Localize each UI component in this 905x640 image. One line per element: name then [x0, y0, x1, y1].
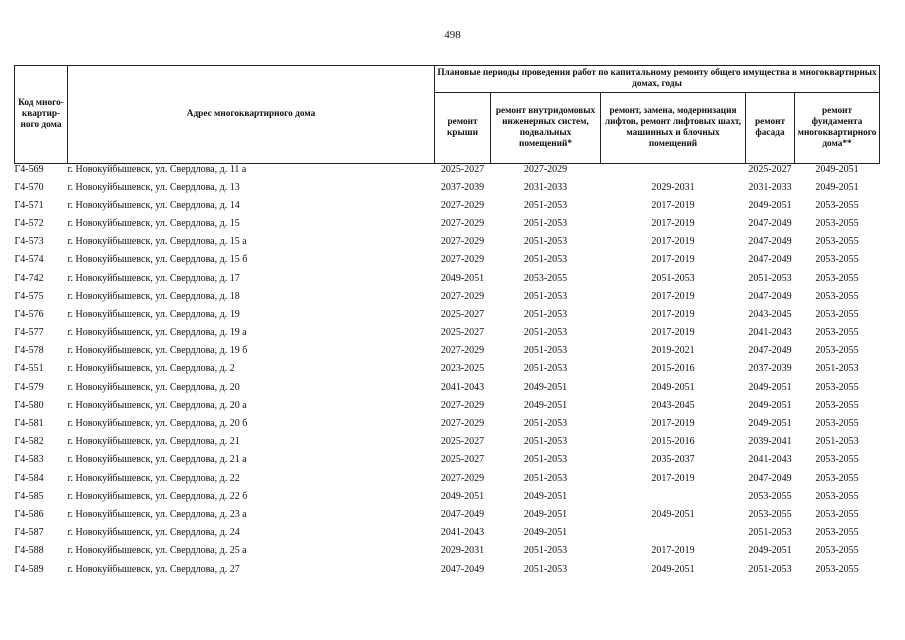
cell-address: г. Новокуйбышевск, ул. Свердлова, д. 22 б — [67, 490, 248, 502]
cell-facade: 2047-2049 — [748, 254, 792, 266]
cell-foundation: 2049-2051 — [815, 164, 859, 175]
cell-address: г. Новокуйбышевск, ул. Свердлова, д. 13 — [67, 181, 240, 193]
table-body — [15, 164, 880, 579]
cell-address: г. Новокуйбышевск, ул. Свердлова, д. 20 а — [67, 399, 247, 411]
cell-facade: 2047-2049 — [748, 472, 792, 484]
header-roof: ремонт крыши — [435, 93, 491, 164]
table-row — [15, 414, 880, 432]
cell-facade: 2049-2051 — [748, 199, 792, 211]
cell-facade: 2051-2053 — [748, 563, 792, 575]
cell-lifts: 2017-2019 — [651, 418, 695, 430]
cell-foundation: 2053-2055 — [815, 545, 859, 557]
cell-code: Г4-580 — [14, 399, 44, 411]
header-address: Адрес многоквартирного дома — [68, 66, 435, 164]
cell-lifts: 2015-2016 — [651, 436, 695, 448]
cell-foundation: 2053-2055 — [815, 199, 859, 211]
cell-systems: 2051-2053 — [523, 327, 568, 339]
cell-systems: 2051-2053 — [523, 345, 568, 357]
header-foundation: ремонт фундамента многоквартирного дома** — [795, 93, 880, 164]
cell-facade: 2047-2049 — [748, 217, 792, 229]
cell-address: г. Новокуйбышевск, ул. Свердлова, д. 19 — [67, 308, 240, 320]
cell-address: г. Новокуйбышевск, ул. Свердлова, д. 17 — [67, 272, 240, 284]
table-row — [15, 378, 880, 396]
cell-code: Г4-583 — [14, 454, 44, 466]
cell-systems: 2049-2051 — [523, 508, 568, 520]
cell-lifts: 2035-2037 — [651, 454, 695, 466]
cell-roof: 2049-2051 — [440, 272, 485, 284]
cell-facade: 2051-2053 — [748, 272, 792, 284]
table-row — [15, 251, 880, 269]
table-row — [15, 178, 880, 196]
cell-code: Г4-570 — [14, 181, 44, 193]
cell-address: г. Новокуйбышевск, ул. Свердлова, д. 2 — [67, 363, 235, 375]
cell-foundation: 2053-2055 — [815, 490, 859, 502]
cell-foundation: 2053-2055 — [815, 272, 859, 284]
cell-lifts — [601, 164, 746, 179]
cell-systems: 2027-2029 — [523, 164, 568, 175]
table-row — [15, 469, 880, 487]
cell-code: Г4-579 — [14, 381, 44, 393]
cell-roof: 2023-2025 — [440, 363, 485, 375]
cell-facade: 2043-2045 — [748, 308, 792, 320]
cell-address: г. Новокуйбышевск, ул. Свердлова, д. 21 а — [67, 454, 247, 466]
cell-code: Г4-574 — [14, 254, 44, 266]
cell-code: Г4-575 — [14, 290, 44, 302]
cell-roof: 2029-2031 — [440, 545, 485, 557]
cell-systems: 2051-2053 — [523, 363, 568, 375]
cell-facade: 2049-2051 — [748, 399, 792, 411]
cell-facade: 2049-2051 — [748, 418, 792, 430]
cell-foundation: 2053-2055 — [815, 418, 859, 430]
header-systems: ремонт внутридомовых инженерных систем, подвальных помещений* — [491, 93, 601, 164]
cell-code: Г4-572 — [14, 217, 44, 229]
cell-code: Г4-578 — [14, 345, 44, 357]
table-row — [15, 360, 880, 378]
cell-code: Г4-569 — [14, 164, 44, 175]
cell-facade: 2047-2049 — [748, 236, 792, 248]
table-row — [15, 451, 880, 469]
repair-schedule-table — [14, 65, 880, 578]
header-periods: Плановые периоды проведения работ по капитальному ремонту общего имущества в многоквартирных домах, годы — [435, 66, 880, 93]
cell-roof: 2027-2029 — [440, 472, 485, 484]
cell-address: г. Новокуйбышевск, ул. Свердлова, д. 24 — [67, 527, 240, 539]
cell-code: Г4-582 — [14, 436, 44, 448]
header-lifts: ремонт, замена, модернизация лифтов, ремонт лифтовых шахт, машинных и блочных помещений — [601, 93, 746, 164]
cell-facade: 2041-2043 — [748, 454, 792, 466]
cell-lifts: 2049-2051 — [651, 508, 695, 520]
cell-lifts: 2017-2019 — [651, 290, 695, 302]
cell-facade: 2047-2049 — [748, 290, 792, 302]
cell-address: г. Новокуйбышевск, ул. Свердлова, д. 15 — [67, 217, 240, 229]
cell-facade: 2051-2053 — [748, 527, 792, 539]
cell-roof: 2027-2029 — [440, 217, 485, 229]
cell-code: Г4-585 — [14, 490, 44, 502]
table-row — [15, 396, 880, 414]
table-row — [15, 487, 880, 505]
cell-address: г. Новокуйбышевск, ул. Свердлова, д. 20 б — [67, 418, 248, 430]
cell-roof: 2037-2039 — [440, 181, 485, 193]
cell-systems: 2051-2053 — [523, 545, 568, 557]
cell-roof: 2041-2043 — [440, 527, 485, 539]
cell-code: Г4-587 — [14, 527, 44, 539]
cell-systems: 2053-2055 — [523, 272, 568, 284]
cell-foundation: 2053-2055 — [815, 290, 859, 302]
table-row — [15, 324, 880, 342]
cell-facade: 2047-2049 — [748, 345, 792, 357]
cell-foundation: 2053-2055 — [815, 308, 859, 320]
cell-systems: 2051-2053 — [523, 418, 568, 430]
table-row — [15, 505, 880, 523]
cell-foundation: 2053-2055 — [815, 472, 859, 484]
cell-facade: 2049-2051 — [748, 545, 792, 557]
cell-lifts — [601, 487, 746, 505]
cell-lifts: 2017-2019 — [651, 254, 695, 266]
cell-roof: 2025-2027 — [440, 327, 485, 339]
cell-code: Г4-551 — [14, 363, 44, 375]
cell-code: Г4-571 — [14, 199, 44, 211]
cell-lifts: 2017-2019 — [651, 472, 695, 484]
cell-systems: 2051-2053 — [523, 217, 568, 229]
cell-systems: 2031-2033 — [523, 181, 568, 193]
cell-address: г. Новокуйбышевск, ул. Свердлова, д. 23 а — [67, 508, 247, 520]
cell-foundation: 2053-2055 — [815, 327, 859, 339]
cell-foundation: 2051-2053 — [815, 436, 859, 448]
cell-systems: 2051-2053 — [523, 290, 568, 302]
cell-address: г. Новокуйбышевск, ул. Свердлова, д. 21 — [67, 436, 240, 448]
cell-code: Г4-742 — [14, 272, 44, 284]
cell-address: г. Новокуйбышевск, ул. Свердлова, д. 19 б — [67, 345, 248, 357]
cell-foundation: 2053-2055 — [815, 399, 859, 411]
cell-address: г. Новокуйбышевск, ул. Свердлова, д. 20 — [67, 381, 240, 393]
cell-foundation: 2053-2055 — [815, 454, 859, 466]
cell-systems: 2049-2051 — [523, 527, 568, 539]
cell-foundation: 2053-2055 — [815, 508, 859, 520]
cell-facade: 2037-2039 — [748, 363, 792, 375]
cell-facade: 2053-2055 — [748, 508, 792, 520]
cell-systems: 2051-2053 — [523, 199, 568, 211]
cell-address: г. Новокуйбышевск, ул. Свердлова, д. 25 а — [67, 545, 247, 557]
cell-systems: 2051-2053 — [523, 308, 568, 320]
header-facade: ремонт фасада — [746, 93, 795, 164]
cell-foundation: 2053-2055 — [815, 381, 859, 393]
cell-foundation: 2053-2055 — [815, 563, 859, 575]
table-row — [15, 305, 880, 323]
cell-lifts: 2049-2051 — [651, 381, 695, 393]
cell-address: г. Новокуйбышевск, ул. Свердлова, д. 15 б — [67, 254, 248, 266]
cell-code: Г4-576 — [14, 308, 44, 320]
cell-systems: 2051-2053 — [523, 236, 568, 248]
cell-lifts: 2049-2051 — [651, 563, 695, 575]
header-code: Код много-квартир-ного дома — [15, 66, 68, 164]
page-number: 498 — [444, 29, 461, 41]
table-row — [15, 164, 880, 179]
table-header — [15, 66, 880, 164]
cell-address: г. Новокуйбышевск, ул. Свердлова, д. 22 — [67, 472, 240, 484]
cell-roof: 2027-2029 — [440, 199, 485, 211]
cell-systems: 2049-2051 — [523, 399, 568, 411]
cell-code: Г4-581 — [14, 418, 44, 430]
table-row — [15, 342, 880, 360]
cell-code: Г4-573 — [14, 236, 44, 248]
cell-foundation: 2049-2051 — [815, 181, 859, 193]
cell-foundation: 2053-2055 — [815, 345, 859, 357]
cell-address: г. Новокуйбышевск, ул. Свердлова, д. 14 — [67, 199, 240, 211]
cell-roof: 2027-2029 — [440, 290, 485, 302]
cell-systems: 2051-2053 — [523, 472, 568, 484]
cell-roof: 2025-2027 — [440, 164, 485, 175]
cell-address: г. Новокуйбышевск, ул. Свердлова, д. 19 а — [67, 327, 247, 339]
cell-lifts: 2019-2021 — [651, 345, 695, 357]
cell-lifts: 2051-2053 — [651, 272, 695, 284]
cell-code: Г4-584 — [14, 472, 44, 484]
cell-systems: 2049-2051 — [523, 490, 568, 502]
cell-foundation: 2053-2055 — [815, 236, 859, 248]
cell-facade: 2049-2051 — [748, 381, 792, 393]
table-row — [15, 269, 880, 287]
cell-facade: 2025-2027 — [748, 164, 792, 175]
cell-roof: 2047-2049 — [440, 508, 485, 520]
cell-code: Г4-577 — [14, 327, 44, 339]
table-row — [15, 542, 880, 560]
cell-lifts: 2017-2019 — [651, 236, 695, 248]
cell-address: г. Новокуйбышевск, ул. Свердлова, д. 18 — [67, 290, 240, 302]
cell-lifts: 2029-2031 — [651, 181, 695, 193]
table-row — [15, 560, 880, 578]
cell-facade: 2053-2055 — [748, 490, 792, 502]
cell-roof: 2049-2051 — [440, 490, 485, 502]
cell-address: г. Новокуйбышевск, ул. Свердлова, д. 27 — [67, 563, 240, 575]
cell-lifts: 2017-2019 — [651, 199, 695, 211]
cell-roof: 2027-2029 — [440, 399, 485, 411]
cell-roof: 2025-2027 — [440, 308, 485, 320]
cell-roof: 2027-2029 — [440, 418, 485, 430]
cell-roof: 2047-2049 — [440, 563, 485, 575]
cell-systems: 2051-2053 — [523, 254, 568, 266]
cell-lifts: 2017-2019 — [651, 327, 695, 339]
cell-address: г. Новокуйбышевск, ул. Свердлова, д. 15 а — [67, 236, 247, 248]
cell-facade: 2041-2043 — [748, 327, 792, 339]
cell-lifts: 2017-2019 — [651, 308, 695, 320]
cell-roof: 2027-2029 — [440, 345, 485, 357]
cell-lifts: 2015-2016 — [651, 363, 695, 375]
cell-systems: 2051-2053 — [523, 454, 568, 466]
cell-systems: 2051-2053 — [523, 436, 568, 448]
cell-lifts: 2043-2045 — [651, 399, 695, 411]
cell-code: Г4-588 — [14, 545, 44, 557]
table-row — [15, 433, 880, 451]
cell-roof: 2025-2027 — [440, 436, 485, 448]
cell-roof: 2027-2029 — [440, 236, 485, 248]
cell-foundation: 2053-2055 — [815, 254, 859, 266]
table-row — [15, 287, 880, 305]
cell-facade: 2031-2033 — [748, 181, 792, 193]
cell-roof: 2027-2029 — [440, 254, 485, 266]
cell-foundation: 2051-2053 — [815, 363, 859, 375]
cell-lifts: 2017-2019 — [651, 217, 695, 229]
cell-code: Г4-589 — [14, 563, 44, 575]
table-row — [15, 196, 880, 214]
cell-roof: 2041-2043 — [440, 381, 485, 393]
cell-foundation: 2053-2055 — [815, 217, 859, 229]
cell-address: г. Новокуйбышевск, ул. Свердлова, д. 11 а — [67, 164, 247, 175]
cell-roof: 2025-2027 — [440, 454, 485, 466]
cell-lifts: 2017-2019 — [651, 545, 695, 557]
cell-code: Г4-586 — [14, 508, 44, 520]
table-row — [15, 524, 880, 542]
cell-foundation: 2053-2055 — [815, 527, 859, 539]
cell-systems: 2049-2051 — [523, 381, 568, 393]
cell-systems: 2051-2053 — [523, 563, 568, 575]
table-row — [15, 233, 880, 251]
cell-lifts — [601, 524, 746, 542]
table-row — [15, 214, 880, 232]
cell-facade: 2039-2041 — [748, 436, 792, 448]
